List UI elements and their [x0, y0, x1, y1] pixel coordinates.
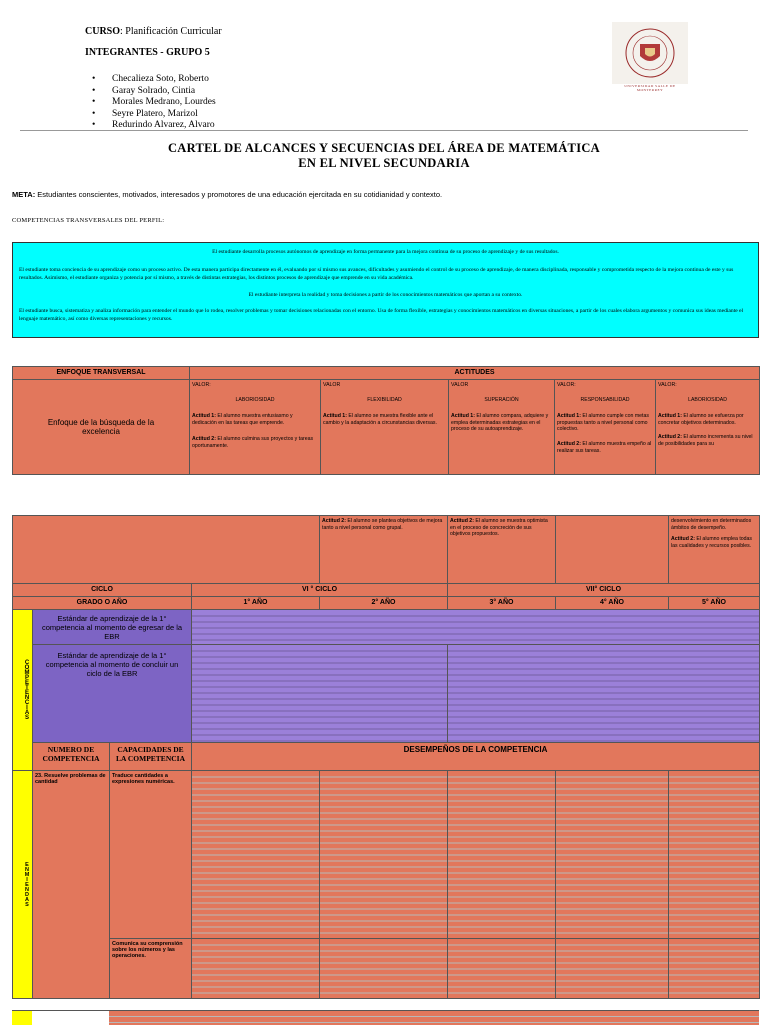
desempeno-cell: [669, 939, 760, 999]
member-item: • Morales Medrano, Lourdes: [92, 97, 216, 109]
continuation-cell: Actitud 2: El alumno se plantea objetivos de mejora tanto a nivel personal como grupal.: [320, 516, 448, 584]
actitud-column: VALOR: LABORIOSIDAD Actitud 1: El alumno muestra entusiasmo y dedicación en las tareas que emprende. Actitud 2: El alumno culmina sus proyectos y tareas oportunamente.: [190, 380, 321, 475]
estandar-ciclo: Estándar de aprendizaje de la 1° competencia al momento de concluir un ciclo de la EBR: [33, 645, 192, 743]
meta-line: META: Estudiantes conscientes, motivados, interesados y promotores de una educación ejercitada en su cotidianidad y contexto.: [12, 190, 443, 199]
actitud-column: VALOR: LABORIOSIDAD Actitud 1: El alumno se esfuerza por concretar objetivos determinados. Actitud 2: El alumno incrementa su nivel de posibilidades para su: [656, 380, 760, 475]
year-header: 4° AÑO: [556, 597, 669, 610]
continuation-empty: [13, 516, 320, 584]
member-item: • Redurindo Alvarez, Alvaro: [92, 120, 216, 132]
competencia-text: El estudiante busca, sistematiza y analiza información para entender el mundo que lo rodea, resolver problemas y tomar decisiones relacionadas con el entorno. Usa de forma flexible, estrategias y conocimientos matemáticos en diversas situaciones, a partir de los cuales elabora argumentos y comunica sus ideas mediante el lenguaje matemático, así como diversas representaciones y recursos.: [19, 308, 744, 322]
year-header: 3° AÑO: [448, 597, 556, 610]
curso-label: CURSO: Planificación Curricular: [85, 26, 222, 37]
estandar-egresar-text: [192, 610, 760, 645]
member-list: [92, 74, 216, 132]
competencias-table: [12, 515, 760, 999]
enfoque-name: Enfoque de la búsqueda de la excelencia: [13, 380, 190, 475]
continuation-cell: Actitud 2: El alumno se muestra optimista en el proceso de concreción de sus objetivos propuestos.: [448, 516, 556, 584]
competencias-box: [12, 242, 759, 338]
capacidad-2: Comunica su comprensión sobre los números y las operaciones.: [110, 939, 192, 999]
actitudes-header: ACTITUDES: [190, 367, 760, 380]
year-header: 1° AÑO: [192, 597, 320, 610]
desempeno-cell: [192, 939, 320, 999]
desempeno-cell: [556, 771, 669, 939]
competencia-text: El estudiante desarrolla procesos autónomos de aprendizaje en forma permanente para la mejora continua de su proceso de aprendizaje y de sus resultados.: [212, 249, 559, 255]
grado-label: GRADO O AÑO: [13, 597, 192, 610]
member-item: • Garay Solrado, Cintia: [92, 86, 216, 98]
desempeno-cell: [192, 771, 320, 939]
desempenos-header: DESEMPEÑOS DE LA COMPETENCIA: [192, 743, 760, 771]
continuation-empty: [556, 516, 669, 584]
estandar-egresar: Estándar de aprendizaje de la 1° competencia al momento de egresar de la EBR: [33, 610, 192, 645]
year-header: 2° AÑO: [320, 597, 448, 610]
next-page-cells: [109, 1011, 759, 1025]
member-item: • Checalieza Soto, Roberto: [92, 74, 216, 86]
member-item: • Seyre Platero, Marizol: [92, 109, 216, 121]
page-title-line1: CARTEL DE ALCANCES Y SECUENCIAS DEL ÁREA DE MATEMÁTICA: [167, 141, 601, 155]
desempeno-cell: [320, 939, 448, 999]
desempeno-cell: [669, 771, 760, 939]
capacidad-1: Traduce cantidades a expresiones numéricas.: [110, 771, 192, 939]
desempeno-cell: [320, 771, 448, 939]
actitud-column: VALOR SUPERACIÓN Actitud 1: El alumno compara, adquiere y emplea determinadas estrategias en el proceso de su autoaprendizaje.: [449, 380, 555, 475]
competencia-number: 23. Resuelve problemas de cantidad: [33, 771, 110, 999]
next-page-strip: [12, 1010, 759, 1025]
ciclo-vi: VI ° CICLO: [192, 584, 448, 597]
actitud-column: VALOR FLEXIBILIDAD Actitud 1: El alumno se muestra flexible ante el cambio y la adaptación a circunstancias diversas.: [321, 380, 449, 475]
page-title-line2: EN EL NIVEL SECUNDARIA: [298, 156, 470, 170]
competencia-text: El estudiante interpreta la realidad y toma decisiones a partir de los conocimientos matemáticos que aportan a su contexto.: [248, 292, 523, 298]
enfoque-header: ENFOQUE TRANSVERSAL: [13, 367, 190, 380]
numero-header: NUMERO DE COMPETENCIA: [33, 743, 110, 771]
estandar-ciclo-text: [192, 645, 448, 743]
desempeno-cell: [448, 771, 556, 939]
integrantes-label: INTEGRANTES - GRUPO 5: [85, 47, 210, 58]
competencias-vertical-label: COMPETENCIAS: [13, 610, 33, 771]
continuation-cell: desenvolvimiento en determinados ámbitos de desempeño. Actitud 2: El alumno emplea todas las cualidades y recursos posibles.: [669, 516, 760, 584]
desempeno-cell: [448, 939, 556, 999]
logo-caption: UNIVERSIDAD SALLE DE MONTERREY: [624, 84, 676, 92]
competencia-text: El estudiante toma conciencia de su aprendizaje como un proceso activo. De esta manera participa directamente en él, evaluando por sí mismo sus avances, dificultades y asumiendo el control de su proceso de aprendizaje, de manera disciplinada, responsable y comprometida respecto de la mejora continua de este y sus resultados. Asimismo, el estudiante organiza y potencia por sí mismo, a través de distintas estrategias, los distintos procesos de aprendizaje que emprende en su vida académica.: [19, 267, 734, 281]
capacidades-header: CAPACIDADES DE LA COMPETENCIA: [110, 743, 192, 771]
ciclo-label: CICLO: [13, 584, 192, 597]
desempeno-cell: [556, 939, 669, 999]
competencias-transversales-label: COMPETENCIAS TRANSVERSALES DEL PERFIL:: [12, 217, 165, 224]
divider: [20, 130, 748, 131]
university-logo: [612, 22, 688, 84]
estandar-ciclo-text: [448, 645, 760, 743]
actitud-column: VALOR: RESPONSABILIDAD Actitud 1: El alumno cumple con metas propuestas tanto a nivel personal como colectivo. Actitud 2: El alumno muestra empeño al realizar sus tareas.: [555, 380, 656, 475]
next-page-yellow: [12, 1011, 32, 1025]
ciclo-vii: VII° CICLO: [448, 584, 760, 597]
enmiendas-vertical-label: ENMIENDAS: [13, 771, 33, 999]
year-header: 5° AÑO: [669, 597, 760, 610]
enfoque-table: [12, 366, 760, 475]
